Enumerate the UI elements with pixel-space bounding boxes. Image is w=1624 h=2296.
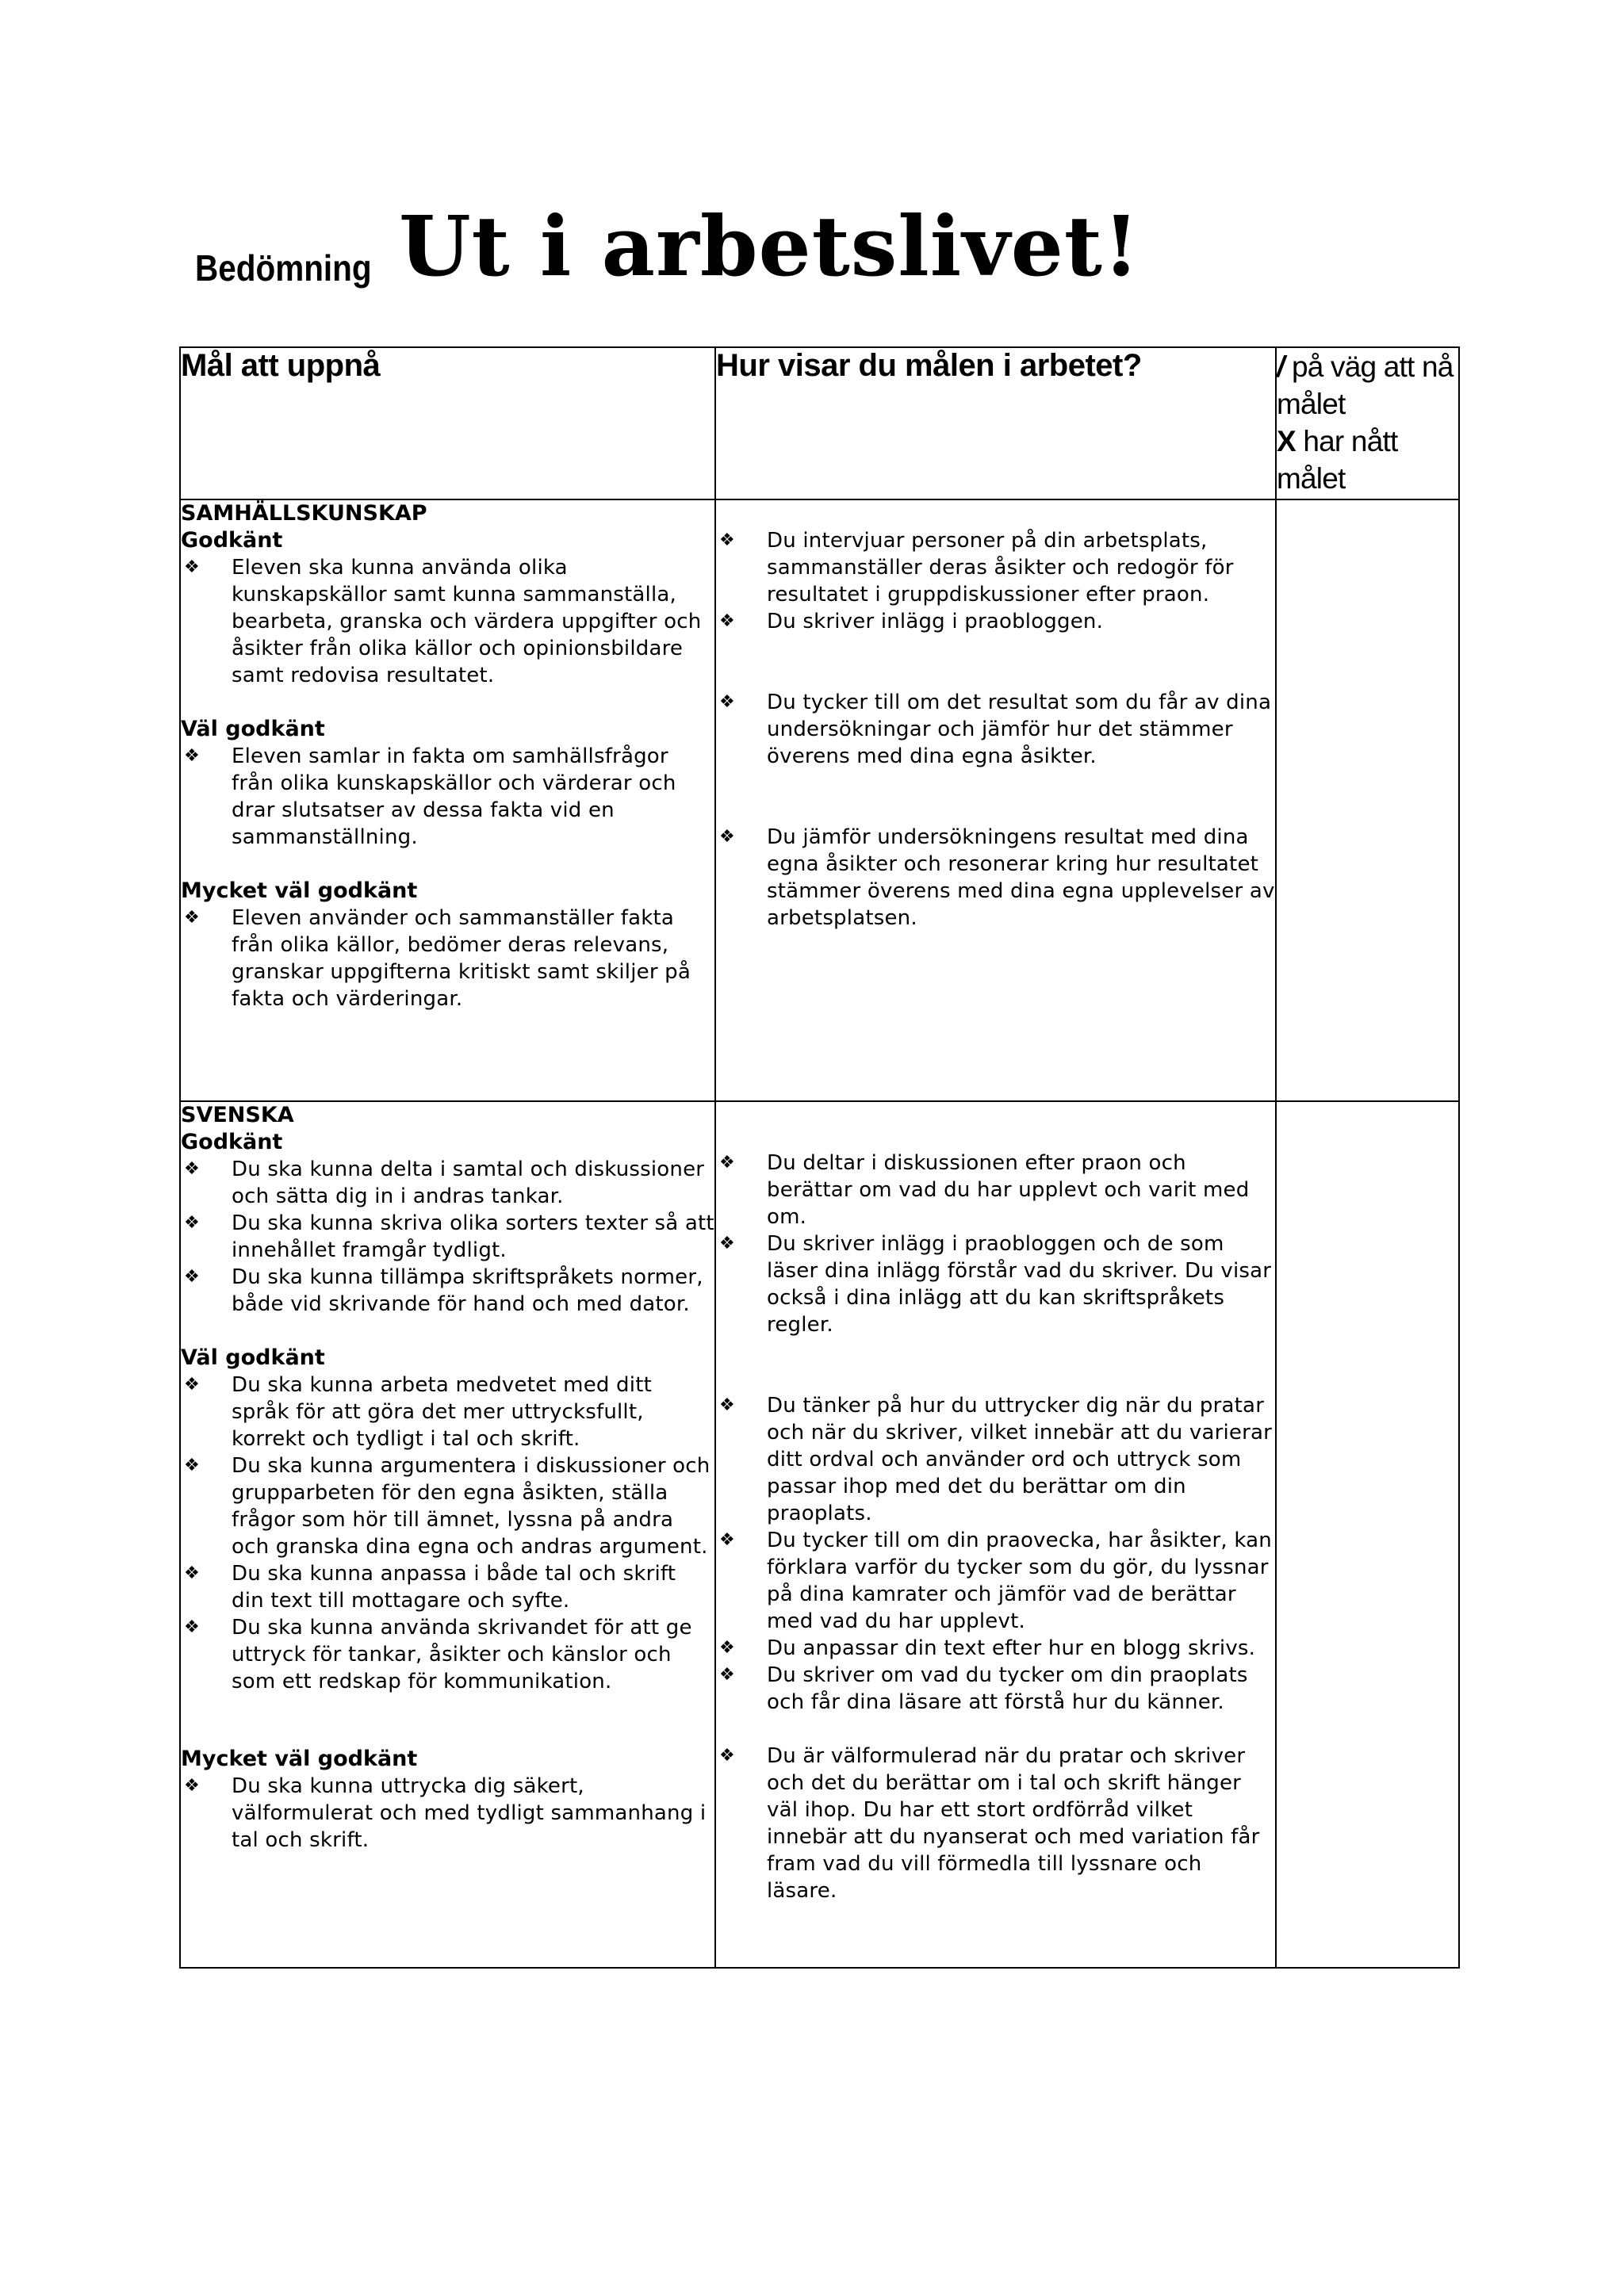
evidence-item: ❖ Du skriver inlägg i praobloggen. [716, 608, 1275, 635]
level-block [181, 1129, 714, 1318]
evidence-item: ❖ Du tänker på hur du uttrycker dig när du pratar och när du skriver, vilket innebär att du varierar ditt ordval och använder ord och uttryck som passar ihop med det du berättar om din praoplats. [716, 1392, 1275, 1527]
level-block [181, 878, 714, 1012]
level-block [181, 527, 714, 689]
evidence-item: ❖ Du intervjuar personer på din arbetsplats, sammanställer deras åsikter och redogör för resultatet i gruppdiskussioner efter praon. [716, 527, 1275, 608]
evidence-block [716, 1150, 1275, 1338]
status-cell-samhallskunskap[interactable] [1276, 499, 1459, 1101]
level-title: Mycket väl godkänt [181, 878, 418, 903]
goal-item: ❖ Du ska kunna använda skrivandet för att ge uttryck för tankar, åsikter och känslor och som ett redskap för kommunikation. [181, 1614, 714, 1695]
status-on-way-text: på väg att nå målet [1277, 350, 1454, 420]
evidence-item: ❖ Du tycker till om din praovecka, har åsikter, kan förklara varför du tycker som du gör, du lyssnar på dina kamrater och jämför vad de berättar med vad du har upplevt. [716, 1527, 1275, 1635]
goal-item: ❖ Du ska kunna tillämpa skriftspråkets normer, både vid skrivande för hand och med dator. [181, 1264, 714, 1318]
level-block [181, 1746, 714, 1854]
evidence-item: ❖ Du jämför undersökningens resultat med dina egna åsikter och resonerar kring hur resultatet stämmer överens med dina egna upplevelser av arbetsplatsen. [716, 824, 1275, 932]
column-header-goals: Mål att uppnå [180, 347, 715, 499]
evidence-item: ❖ Du skriver om vad du tycker om din praoplats och får dina läsare att förstå hur du känner. [716, 1662, 1275, 1716]
status-done-text: har nått målet [1277, 425, 1398, 495]
evidence-item: ❖ Du anpassar din text efter hur en blogg skrivs. [716, 1635, 1275, 1662]
level-title: Mycket väl godkänt [181, 1747, 418, 1771]
level-title: Godkänt [181, 528, 283, 553]
evidence-cell-samhallskunskap [715, 499, 1276, 1101]
goal-item: ❖ Eleven ska kunna använda olika kunskapskällor samt kunna sammanställa, bearbeta, granska och värdera uppgifter och åsikter från olika källor och opinionsbildare samt redovisa resultatet. [181, 554, 714, 689]
evidence-item: ❖ Du skriver inlägg i praobloggen och de som läser dina inlägg förstår vad du skriver. Du visar också i dina inlägg att du kan skriftspråkets regler. [716, 1230, 1275, 1338]
page-title: Ut i arbetslivet! [398, 197, 1140, 295]
level-title: Väl godkänt [181, 717, 325, 741]
header-prefix: Bedömning [195, 247, 372, 289]
table-header-row [180, 347, 1459, 499]
level-block [181, 716, 714, 851]
goals-cell-samhallskunskap [180, 499, 715, 1101]
column-header-status [1276, 347, 1459, 499]
evidence-item: ❖ Du deltar i diskussionen efter praon och berättar om vad du har upplevt och varit med om. [716, 1150, 1275, 1230]
status-cell-svenska[interactable] [1276, 1101, 1459, 1968]
level-block [181, 1345, 714, 1695]
evidence-block [716, 1392, 1275, 1716]
goal-item: ❖ Du ska kunna uttrycka dig säkert, välformulerat och med tydligt sammanhang i tal och skrift. [181, 1773, 714, 1854]
evidence-block [716, 689, 1275, 770]
goal-item: ❖ Du ska kunna anpassa i både tal och skrift din text till mottagare och syfte. [181, 1560, 714, 1614]
evidence-cell-svenska [715, 1101, 1276, 1968]
mark-done: X [1277, 425, 1296, 457]
table-row [180, 1101, 1459, 1968]
evidence-item: ❖ Du tycker till om det resultat som du får av dina undersökningar och jämför hur det stämmer överens med dina egna åsikter. [716, 689, 1275, 770]
goal-item: ❖ Eleven använder och sammanställer fakta från olika källor, bedömer deras relevans, granskar uppgifterna kritiskt samt skiljer på fakta och värderingar. [181, 905, 714, 1012]
goal-item: ❖ Du ska kunna delta i samtal och diskussioner och sätta dig in i andras tankar. [181, 1156, 714, 1210]
goal-item: ❖ Du ska kunna argumentera i diskussioner och grupparbeten för den egna åsikten, ställa frågor som hör till ämnet, lyssna på andra och granska dina egna och andras argument. [181, 1452, 714, 1560]
subject-title: SAMHÄLLSKUNSKAP [181, 501, 427, 526]
evidence-block [716, 824, 1275, 932]
mark-on-way: / [1277, 350, 1285, 383]
column-header-evidence: Hur visar du målen i arbetet? [715, 347, 1276, 499]
goal-item: ❖ Du ska kunna skriva olika sorters texter så att innehållet framgår tydligt. [181, 1210, 714, 1264]
evidence-block [716, 1743, 1275, 1904]
assessment-table [179, 346, 1460, 1969]
goals-cell-svenska [180, 1101, 715, 1968]
page-header [195, 197, 1140, 295]
goal-item: ❖ Eleven samlar in fakta om samhällsfrågor från olika kunskapskällor och värderar och drar slutsatser av dessa fakta vid en sammanställning. [181, 743, 714, 851]
goal-item: ❖ Du ska kunna arbeta medvetet med ditt språk för att göra det mer uttrycksfullt, korrekt och tydligt i tal och skrift. [181, 1372, 714, 1452]
level-title: Väl godkänt [181, 1345, 325, 1370]
subject-title: SVENSKA [181, 1103, 294, 1127]
table-row [180, 499, 1459, 1101]
evidence-item: ❖ Du är välformulerad när du pratar och skriver och det du berättar om i tal och skrift hänger väl ihop. Du har ett stort ordförråd vilket innebär att du nyanserat och med variation får fram vad du vill förmedla till lyssnare och läsare. [716, 1743, 1275, 1904]
evidence-block [716, 527, 1275, 635]
level-title: Godkänt [181, 1130, 283, 1154]
